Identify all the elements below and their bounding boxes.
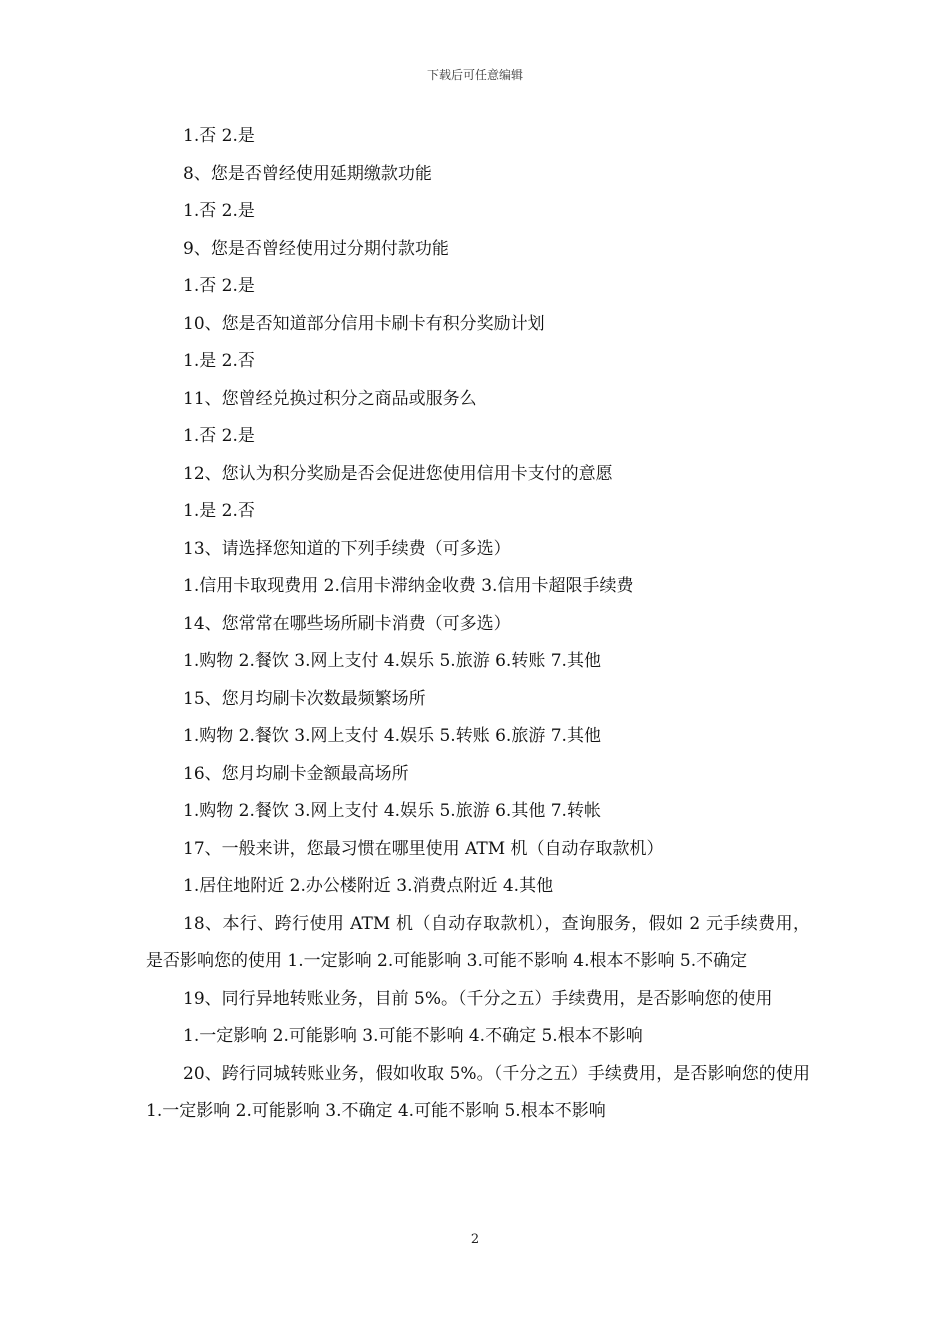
question-9: 9、您是否曾经使用过分期付款功能 [183,238,449,259]
answer-options: 1.否 2.是 [183,126,255,146]
answer-options: 1.购物 2.餐饮 3.网上支付 4.娱乐 5.旅游 6.转账 7.其他 [183,651,601,671]
answer-options: 1.居住地附近 2.办公楼附近 3.消费点附近 4.其他 [183,876,554,896]
question-11: 11、您曾经兑换过积分之商品或服务么 [183,388,477,409]
answer-options: 1.否 2.是 [183,201,255,221]
question-17: 17、一般来讲，您最习惯在哪里使用 ATM 机（自动存取款机） [183,838,664,859]
answer-options: 1.信用卡取现费用 2.信用卡滞纳金收费 3.信用卡超限手续费 [183,576,634,596]
answer-options: 1.是 2.否 [183,351,255,371]
document-body [146,118,810,1131]
answer-options: 1.购物 2.餐饮 3.网上支付 4.娱乐 5.转账 6.旅游 7.其他 [183,726,601,746]
question-8: 8、您是否曾经使用延期缴款功能 [183,163,432,184]
answer-options: 1.是 2.否 [183,501,255,521]
question-19: 19、同行异地转账业务，目前 5%。（千分之五）手续费用，是否影响您的使用 [183,988,773,1009]
question-14: 14、您常常在哪些场所刷卡消费（可多选） [183,613,511,634]
answer-options: 1.否 2.是 [183,276,255,296]
question-16: 16、您月均刷卡金额最高场所 [183,763,409,784]
page-header: 下载后可任意编辑 [426,68,523,82]
answer-options: 1.否 2.是 [183,426,255,446]
question-10: 10、您是否知道部分信用卡刷卡有积分奖励计划 [183,313,545,334]
question-18: 18、本行、跨行使用 ATM 机（自动存取款机），查询服务，假如 2 元手续费用，是否影响您的使用 1.一定影响 2.可能影响 3.可能不影响 4.根本不影响 5.不确定 [146,913,810,971]
page-number: 2 [470,1232,480,1247]
question-15: 15、您月均刷卡次数最频繁场所 [183,688,426,709]
question-12: 12、您认为积分奖励是否会促进您使用信用卡支付的意愿 [183,463,613,484]
answer-options: 1.一定影响 2.可能影响 3.可能不影响 4.不确定 5.根本不影响 [183,1026,643,1046]
answer-options: 1.购物 2.餐饮 3.网上支付 4.娱乐 5.旅游 6.其他 7.转帐 [183,801,601,821]
question-13: 13、请选择您知道的下列手续费（可多选） [183,538,511,559]
question-20: 20、跨行同城转账业务，假如收取 5%。（千分之五）手续费用，是否影响您的使用 1.一定影响 2.可能影响 3.不确定 4.可能不影响 5.根本不影响 [146,1063,810,1121]
